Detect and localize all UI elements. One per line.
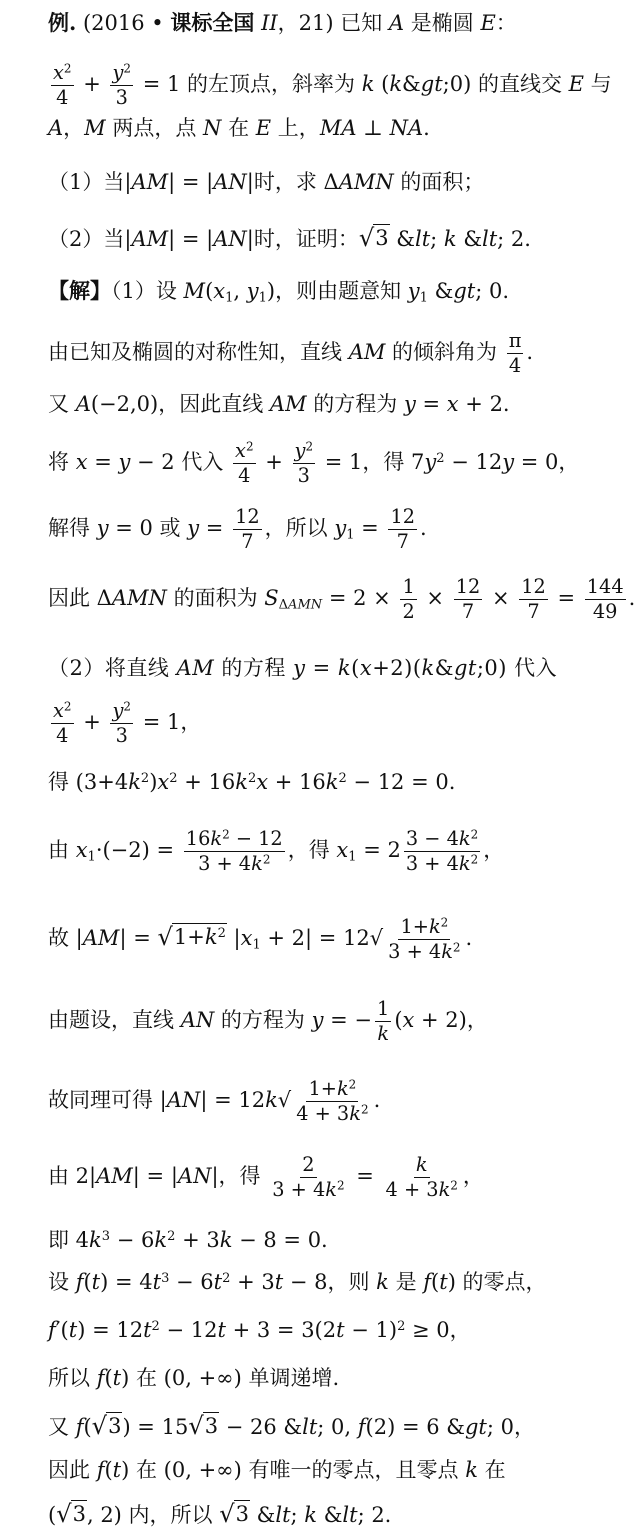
solution-line-5: 解得 y = 0 或 y = $\frac{12}{7}$ ，所以 $y_1$ = $\frac{12}{7}$ . — [48, 505, 427, 554]
solution-line-2: 由已知及椭圆的对称性知，直线 AM 的倾斜角为 $\frac{\pi}{4}$ . — [48, 329, 534, 378]
solution-line-19: 又 f( √ 3 ) = 15 √ 3 − 26 &lt; 0, f(2) = 6 &gt; 0， — [48, 1411, 535, 1440]
solution-line-14: 由 2|AM| = |AN|，得 $\frac{2}{3 + 4k^2}$ = $\frac{k}{4 + 3k^2}$ ， — [48, 1153, 484, 1202]
solution-line-11: 故 |AM| = √ $1+k^2$ $|x_1 + 2| = 12√$ $\frac{1+k^2}{3 + 4k^2}$ . — [48, 915, 473, 964]
problem-line-3: A，M 两点，点 N 在 E 上，MA ⊥ NA. — [48, 116, 430, 140]
solution-line-1: 【解】（1）设 $M(x_1$, $y_1$)，则由题意知 $y_1$ &gt; 0. — [48, 278, 509, 306]
solution-line-8: $\frac{x^2}{4}$ + $\frac{y^2}{3}$ = 1， — [53, 699, 202, 748]
solution-line-10: 由 $x_1\cdot(-2)$ = $\frac{16k^2 - 12}{3 + 4k^2}$ ，得 $x_1 = 2$ $\frac{3 - 4k^2}{3 + 4k^2}$ ， — [48, 827, 505, 876]
solution-line-18: 所以 f(t) 在 (0, +∞) 单调递增. — [48, 1366, 340, 1390]
solution-line-13: 故同理可得 |AN| = 12k√ $\frac{1+k^2}{4 + 3k^2}$ . — [48, 1077, 381, 1126]
solution-line-15: 即 $4k^3 - 6k^2 + 3k - 8 = 0$. — [48, 1228, 328, 1252]
solution-line-12: 由题设，直线 AN 的方程为 y = − $\frac{1}{k}$ (x + 2)， — [48, 997, 488, 1046]
solution-line-20: 因此 f(t) 在 (0, +∞) 有唯一的零点，且零点 k 在 — [48, 1458, 506, 1482]
solution-line-16: 设 $f(t) = 4t^3 - 6t^2 + 3t - 8$，则 k 是 f(t) 的零点， — [48, 1270, 547, 1294]
problem-line-1: 例. (2016 • 课标全国 II，21) 已知 A 是椭圆 E： — [48, 10, 517, 35]
problem-part-1: （1）当|AM| = |AN|时，求 ΔAMN 的面积； — [48, 170, 485, 194]
solution-line-3: 又 A(−2,0)，因此直线 AM 的方程为 y = x + 2. — [48, 392, 510, 416]
problem-line-2: $\frac{x^2}{4}$ + $\frac{y^2}{3}$ = 1 的左顶点，斜率为 k (k&gt;0) 的直线交 E 与 — [53, 61, 612, 110]
solution-line-17: $f'(t) = 12t^2 - 12t + 3 = 3(2t - 1)^2 \ge 0$， — [48, 1318, 471, 1342]
solution-line-21: ( √ 3 , 2) 内，所以 √ 3 &lt; k &lt; 2. — [48, 1499, 392, 1528]
problem-part-2: （2）当|AM| = |AN|时，证明： √ 3 &lt; k &lt; 2. — [48, 223, 531, 252]
solution-line-9: 得 $(3+4k^2)x^2 + 16k^2x + 16k^2 - 12 = 0$. — [48, 770, 456, 794]
solution-line-4: 将 x = y − 2 代入 $\frac{x^2}{4}$ + $\frac{y^2}{3}$ = 1，得 $7y^2 - 12y = 0$， — [48, 439, 580, 488]
solution-line-7: （2）将直线 AM 的方程 y = k(x+2)(k&gt;0) 代入 — [48, 656, 558, 680]
solution-line-6: 因此 ΔAMN 的面积为 $S_{\Delta AMN} = 2$ × $\frac{1}{2}$ × $\frac{12}{7}$ × $\frac{12}{7}$ = $\frac{144}{49}$ . — [48, 575, 635, 624]
